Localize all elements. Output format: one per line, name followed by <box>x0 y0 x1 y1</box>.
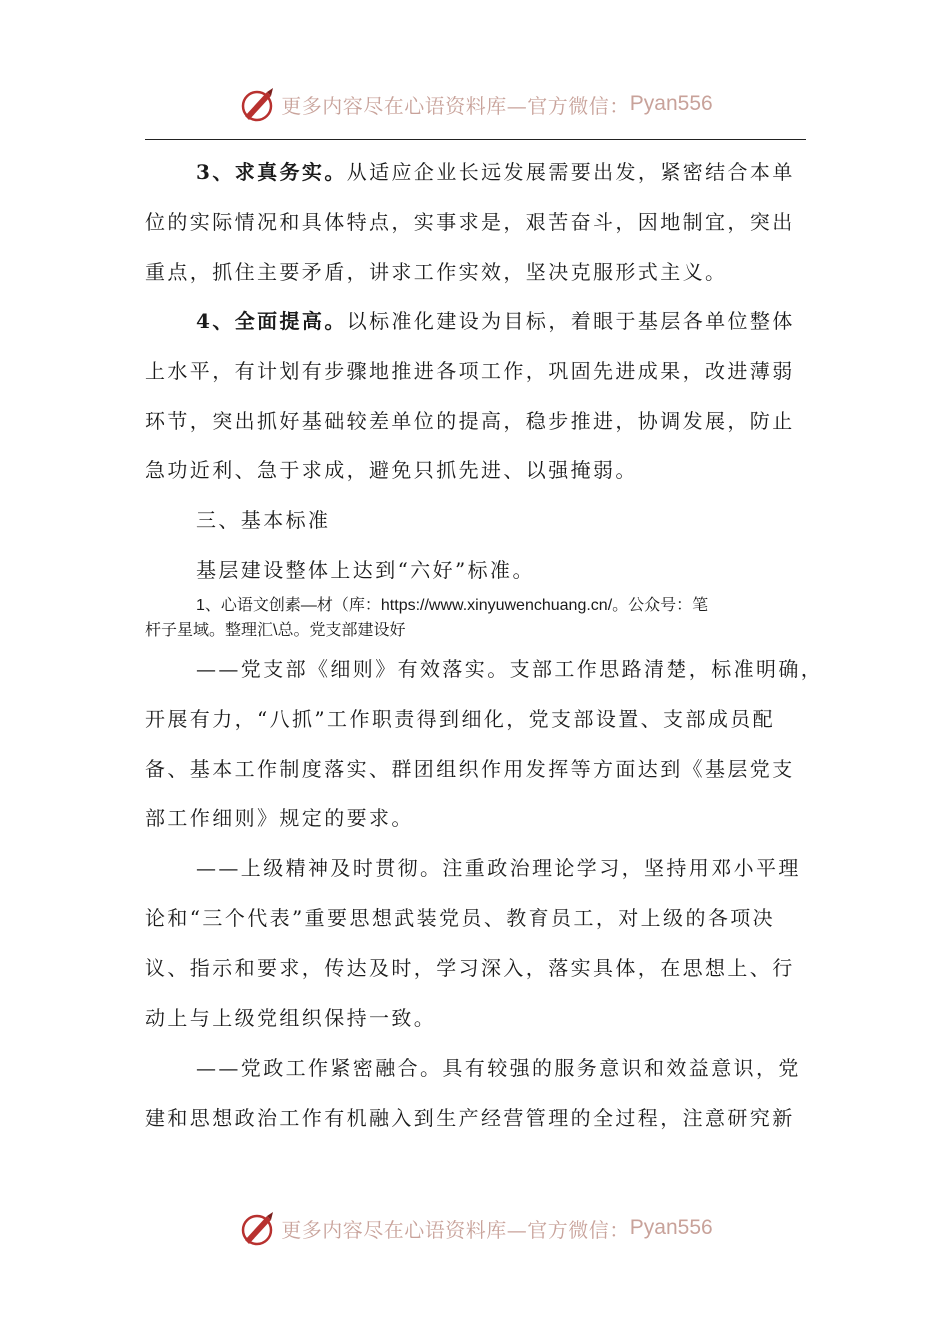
dash-item-1-line-4: 部工作细则》规定的要求。 <box>145 806 414 830</box>
item-1-line-1: 1、心语文创素—材（库：https://www.xinyuwenchuang.cn/。公众号：笔 <box>196 597 709 614</box>
item-1-line-2: 杆子星域。整理汇\总。党支部建设好 <box>145 622 406 639</box>
header-banner <box>0 82 950 126</box>
dash-item-3-line-1: ——党政工作紧密融合。具有较强的服务意识和效益意识，党 <box>196 1056 801 1080</box>
dash-item-1-line-3: 备、基本工作制度落实、群团组织作用发挥等方面达到《基层党支 <box>145 757 795 781</box>
header-wechat-id: Pyan556 <box>629 92 713 115</box>
paragraph-3-text-1: 从适应企业长远发展需要出发，紧密结合本单 <box>346 160 795 184</box>
dash-item-1-line-1: ——党支部《细则》有效落实。支部工作思路清楚，标准明确， <box>196 657 824 681</box>
standard-intro: 基层建设整体上达到“六好”标准。 <box>196 558 535 582</box>
paragraph-3-heading: 3、求真务实。 <box>196 160 347 184</box>
pen-logo-icon <box>237 1208 277 1248</box>
dash-item-2-line-1: ——上级精神及时贯彻。注重政治理论学习，坚持用邓小平理 <box>196 856 801 880</box>
paragraph-4-line-4: 急功近利、急于求成，避免只抓先进、以强掩弱。 <box>145 458 638 482</box>
paragraph-4-heading: 4、全面提高。 <box>196 309 347 333</box>
paragraph-4-line-2: 上水平，有计划有步骤地推进各项工作，巩固先进成果，改进薄弱 <box>145 359 795 383</box>
paragraph-3-line-2: 位的实际情况和具体特点，实事求是，艰苦奋斗，因地制宜，突出 <box>145 210 795 234</box>
header-banner-text: 更多内容尽在心语资料库—官方微信： <box>281 93 630 118</box>
paragraph-3-line-3: 重点，抓住主要矛盾，讲求工作实效，坚决克服形式主义。 <box>145 260 728 284</box>
header-rule <box>145 139 806 140</box>
paragraph-4-line-1 <box>196 306 810 336</box>
footer-banner-text: 更多内容尽在心语资料库—官方微信： <box>281 1217 630 1242</box>
footer-wechat-id: Pyan556 <box>629 1216 713 1239</box>
dash-item-2-line-4: 动上与上级党组织保持一致。 <box>145 1006 437 1030</box>
section-title: 三、基本标准 <box>196 508 331 532</box>
footer-banner <box>0 1206 950 1250</box>
paragraph-3-line-1 <box>196 157 810 187</box>
dash-item-2-line-3: 议、指示和要求，传达及时，学习深入，落实具体，在思想上、行 <box>145 956 795 980</box>
dash-item-2-line-2: 论和“三个代表”重要思想武装党员、教育员工，对上级的各项决 <box>145 906 776 930</box>
paragraph-4-line-3: 环节，突出抓好基础较差单位的提高，稳步推进，协调发展，防止 <box>145 409 795 433</box>
pen-logo-icon <box>237 84 277 124</box>
paragraph-4-text-1: 以标准化建设为目标，着眼于基层各单位整体 <box>346 309 795 333</box>
dash-item-3-line-2: 建和思想政治工作有机融入到生产经营管理的全过程，注意研究新 <box>145 1106 795 1130</box>
dash-item-1-line-2: 开展有力，“八抓”工作职责得到细化，党支部设置、支部成员配 <box>145 707 776 731</box>
